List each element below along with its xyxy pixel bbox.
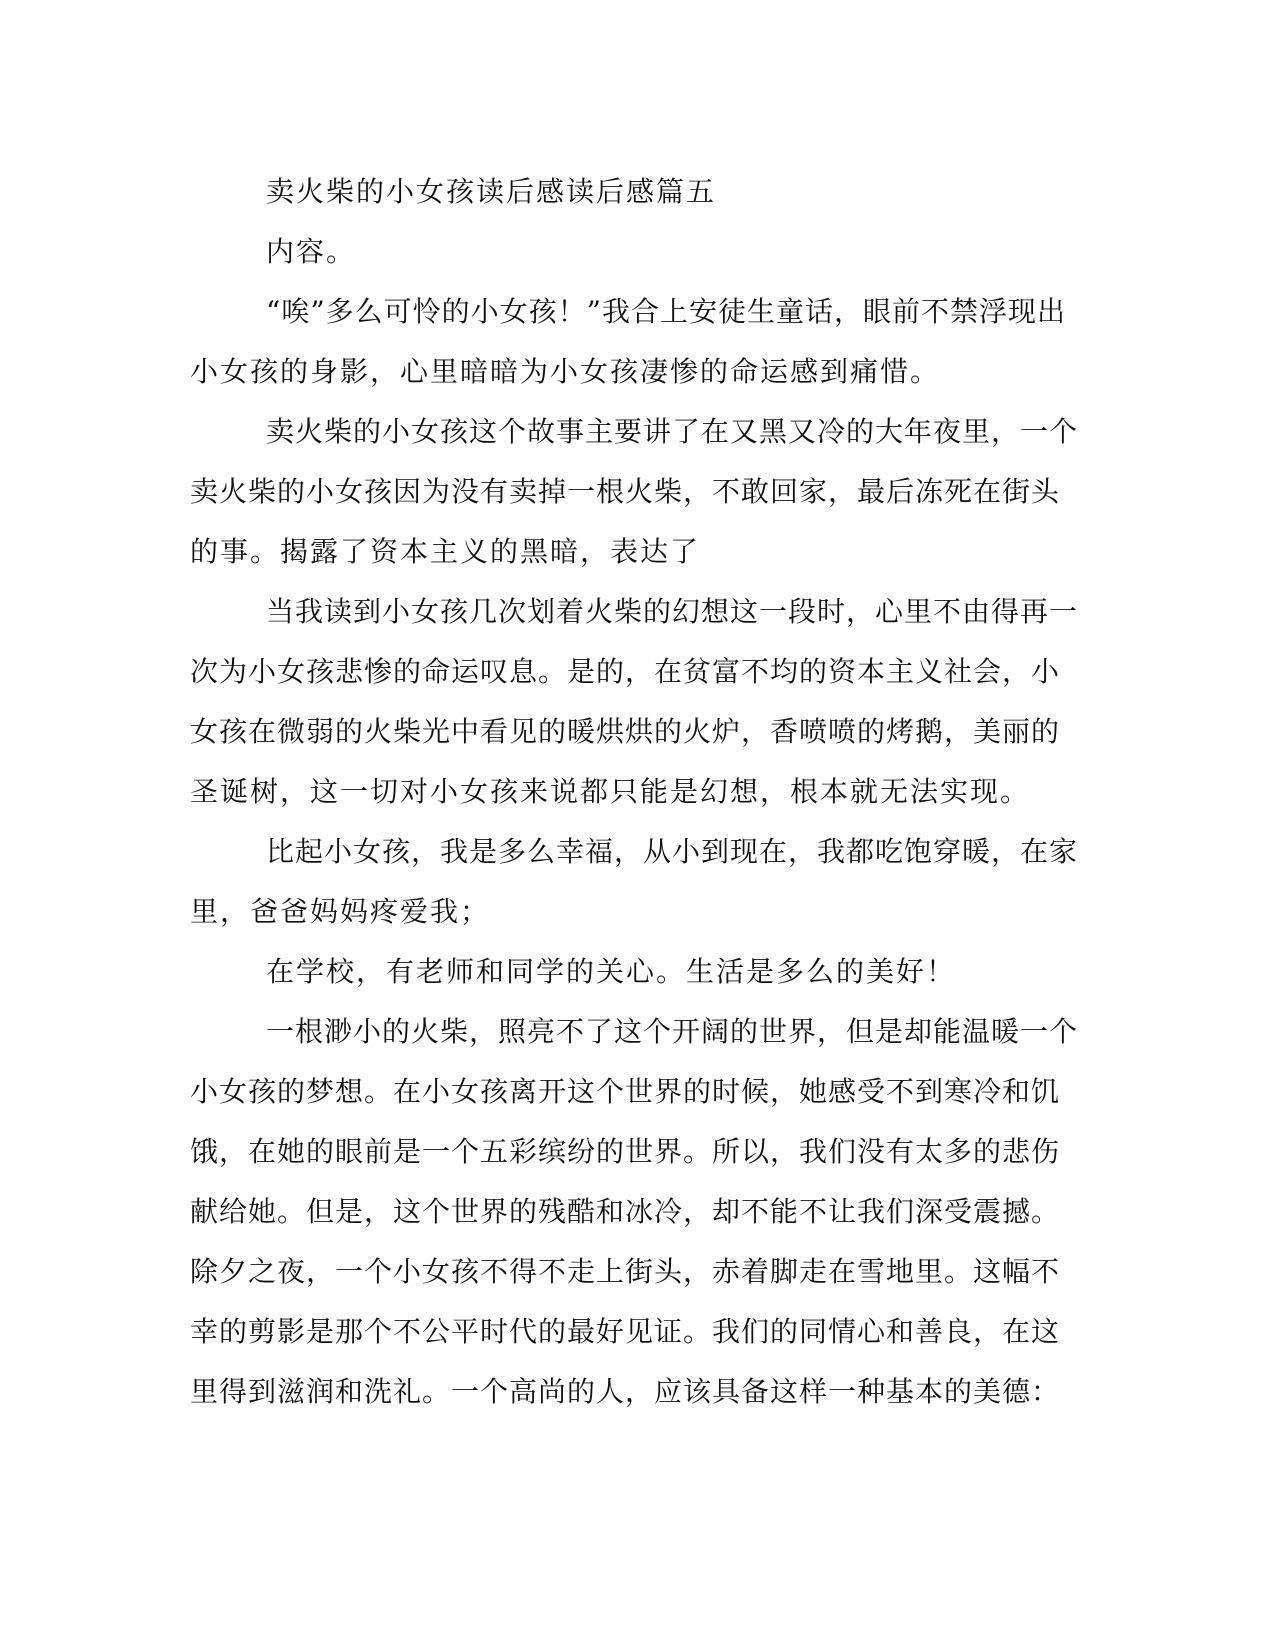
text-line: 小女孩的梦想。在小女孩离开这个世界的时候，她感受不到寒冷和饥 — [190, 1075, 1061, 1108]
text-line: 女孩在微弱的火柴光中看见的暖烘烘的火炉，香喷喷的烤鹅，美丽的 — [190, 715, 1061, 748]
paragraph-3 — [190, 582, 1090, 822]
text-line: 幸的剪影是那个不公平时代的最好见证。我们的同情心和善良，在这 — [190, 1315, 1061, 1348]
text-line: 卖火柴的小女孩这个故事主要讲了在又黑又冷的大年夜里，一个 — [266, 415, 1079, 448]
text-line: 在学校，有老师和同学的关心。生活是多么的美好！ — [266, 955, 957, 988]
text-line: 次为小女孩悲惨的命运叹息。是的，在贫富不均的资本主义社会，小 — [190, 655, 1061, 688]
text-line: 比起小女孩，我是多么幸福，从小到现在，我都吃饱穿暖，在家 — [266, 835, 1079, 868]
paragraph-2 — [190, 402, 1090, 582]
paragraph-1 — [190, 282, 1090, 402]
text-line: “唉”多么可怜的小女孩！”我合上安徒生童话，眼前不禁浮现出 — [266, 295, 1066, 328]
text-line: 献给她。但是，这个世界的残酷和冰冷，却不能不让我们深受震撼。 — [190, 1195, 1061, 1228]
text-line: 饿，在她的眼前是一个五彩缤纷的世界。所以，我们没有太多的悲伤 — [190, 1135, 1061, 1168]
text-line: 卖火柴的小女孩因为没有卖掉一根火柴，不敢回家，最后冻死在街头 — [190, 475, 1061, 508]
text-line: 一根渺小的火柴，照亮不了这个开阔的世界，但是却能温暖一个 — [266, 1015, 1079, 1048]
paragraph-6 — [190, 1002, 1090, 1422]
text-line: 里，爸爸妈妈疼爱我； — [190, 895, 491, 928]
text-line: 的事。揭露了资本主义的黑暗，表达了 — [190, 535, 701, 568]
text-line: 当我读到小女孩几次划着火柴的幻想这一段时，心里不由得再一 — [266, 595, 1079, 628]
document-title: 卖火柴的小女孩读后感读后感篇五 — [266, 175, 717, 208]
text-line: 里得到滋润和洗礼。一个高尚的人，应该具备这样一种基本的美德： — [190, 1375, 1061, 1408]
paragraph-5 — [190, 942, 1090, 1002]
paragraph-4 — [190, 822, 1090, 942]
document-subtitle: 内容。 — [266, 235, 357, 268]
text-line: 小女孩的身影，心里暗暗为小女孩凄惨的命运感到痛惜。 — [190, 355, 941, 388]
text-line: 除夕之夜，一个小女孩不得不走上街头，赤着脚走在雪地里。这幅不 — [190, 1255, 1061, 1288]
text-line: 圣诞树，这一切对小女孩来说都只能是幻想，根本就无法实现。 — [190, 775, 1031, 808]
document-body — [190, 162, 1090, 1422]
